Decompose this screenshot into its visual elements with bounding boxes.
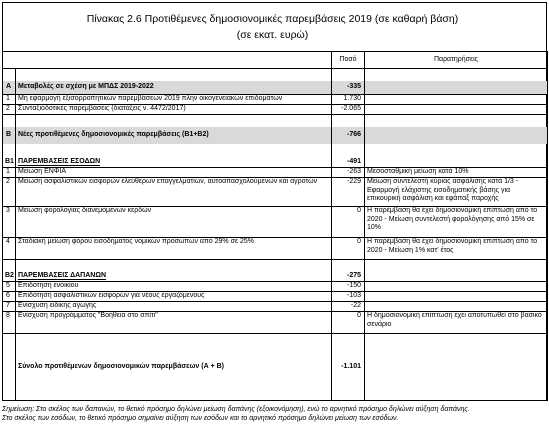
spacer-row (3, 144, 548, 158)
table-title (0, 11, 545, 43)
table-row (3, 238, 548, 260)
footnote (2, 405, 549, 423)
table-row (3, 312, 548, 334)
header-row (3, 52, 548, 69)
row-remark (365, 292, 548, 302)
section-b-amount: -766 (332, 127, 365, 144)
row-label: Ενίσχυση προγράμματος "Βοήθεια στο σπίτι" (16, 312, 332, 334)
row-remark (365, 302, 548, 312)
table-row (3, 282, 548, 292)
row-amount: 0 (332, 312, 365, 334)
row-amount: -263 (332, 168, 365, 178)
section-a-row (3, 81, 548, 95)
row-number: 2 (3, 105, 16, 115)
subsection-b1-label-text: ΠΑΡΕΜΒΑΣΕΙΣ ΕΣΟΔΩΝ (18, 157, 101, 165)
table-row (3, 168, 548, 178)
subsection-b2-row (3, 272, 548, 282)
table-title-line2: (σε εκατ. ευρώ) (236, 29, 309, 41)
row-label: Μείωση φορολογίας διανεμόμενων κερδών (16, 207, 332, 238)
footnote-line2: Στο σκέλος των εσόδων, το θετικό πρόσημο σημαίνει αύξηση των εσόδων και το αρνητικό πρόσημο δηλώνει μείωση των εσόδων. (2, 415, 399, 422)
row-number: 2 (3, 178, 16, 207)
total-row (3, 334, 548, 401)
row-label: Ενίσχυση ειδικής αγωγής (16, 302, 332, 312)
subsection-b2-label-text: ΠΑΡΕΜΒΑΣΕΙΣ ΔΑΠΑΝΩΝ (18, 271, 107, 279)
table-row (3, 95, 548, 105)
header-amount: Ποσό (332, 52, 365, 69)
row-remark (365, 95, 548, 105)
row-number: 3 (3, 207, 16, 238)
row-label: Μείωση ασφαλιστικών εισφορών ελεύθερων επαγγελματιών, αυτοαπασχολούμενων και αγροτών (16, 178, 332, 207)
row-remark (365, 282, 548, 292)
row-amount: 0 (332, 238, 365, 260)
row-label: Επιδότηση ασφαλιστικών εισφορών για νέους εργαζόμενους (16, 292, 332, 302)
total-amount: -1.101 (332, 334, 365, 401)
table-title-line1: Πίνακας 2.6 Προτιθέμενες δημοσιονομικές παρεμβάσεις 2019 (σε καθαρή βάση) (86, 13, 459, 25)
interventions-table (2, 51, 548, 401)
table-row (3, 292, 548, 302)
subsection-b1-label (16, 158, 332, 168)
row-number: 5 (3, 282, 16, 292)
row-number: 8 (3, 312, 16, 334)
row-amount: -150 (332, 282, 365, 292)
footnote-line1: Σημείωση: Στο σκέλος των δαπανών, το θετικό πρόσημο δηλώνει μείωση δαπάνης (εξοικονόμηση), ενώ το αρνητικό πρόσημο δηλώνει αύξηση δαπάνης. (2, 406, 470, 413)
row-number: 1 (3, 95, 16, 105)
subsection-b2-amount: -275 (332, 272, 365, 282)
row-number: 4 (3, 238, 16, 260)
row-label: Συνταξιοδοτικές παρεμβάσεις (διατάξεις ν. 4472/2017) (16, 105, 332, 115)
subsection-b1-code: Β1 (3, 158, 16, 168)
row-remark: Η παρέμβαση θα έχει δημοσιονομική επίπτωση από το 2020 - Μείωση συντελεστή φορολόγησης από 15% σε 10% (365, 207, 548, 238)
row-label: Μη εφαρμογή εξισορροπητικών παρεμβάσεων 2019 πλην οικογενειακών επιδομάτων (16, 95, 332, 105)
subsection-b1-amount: -491 (332, 158, 365, 168)
row-number: 7 (3, 302, 16, 312)
total-label: Σύνολο προτιθέμενων δημοσιονομικών παρεμβάσεων (Α + Β) (16, 334, 332, 401)
row-remark: Η δημοσιονομική επίπτωση έχει αποτυπωθεί στο βασικό σενάριο (365, 312, 548, 334)
section-a-amount: -335 (332, 81, 365, 95)
row-remark: Η παρέμβαση θα έχει δημοσιονομική επίπτωση από το 2020 - Μείωση 1% κατ' έτος (365, 238, 548, 260)
row-amount: 1.730 (332, 95, 365, 105)
row-amount: -22 (332, 302, 365, 312)
row-remark: Μεσοσταθμική μείωση κατά 10% (365, 168, 548, 178)
row-amount: 0 (332, 207, 365, 238)
section-b-row (3, 127, 548, 144)
subsection-b2-label (16, 272, 332, 282)
table-row (3, 207, 548, 238)
row-remark (365, 105, 548, 115)
section-b-code: Β (3, 127, 16, 144)
row-label: Σταδιακή μείωση φόρου εισοδήματος νομικών προσώπων από 29% σε 25% (16, 238, 332, 260)
spacer-row (3, 69, 548, 81)
section-a-code: Α (3, 81, 16, 95)
header-description (3, 52, 332, 69)
row-number: 1 (3, 168, 16, 178)
row-label: Μείωση ΕΝΦΙΑ (16, 168, 332, 178)
row-remark: Μείωση συντελεστή κύριας ασφάλισης κατά 1/3 - Εφαρμογή ελάχιστης εισοδηματικής βάσης για επικουρική ασφάλιση και εφάπαξ παροχής (365, 178, 548, 207)
subsection-b1-row (3, 158, 548, 168)
spacer-row (3, 260, 548, 272)
spacer-row (3, 115, 548, 127)
row-label: Επιδότηση ενοικίου (16, 282, 332, 292)
table-row (3, 105, 548, 115)
table-row (3, 178, 548, 207)
subsection-b2-code: Β2 (3, 272, 16, 282)
row-amount: -2.065 (332, 105, 365, 115)
header-remarks: Παρατηρήσεις (365, 52, 548, 69)
section-b-label: Νέες προτιθέμενες δημοσιονομικές παρεμβάσεις (Β1+Β2) (16, 127, 332, 144)
table-row (3, 302, 548, 312)
row-amount: -229 (332, 178, 365, 207)
row-number: 6 (3, 292, 16, 302)
section-a-label: Μεταβολές σε σχέση με ΜΠΔΣ 2019-2022 (16, 81, 332, 95)
row-amount: -103 (332, 292, 365, 302)
